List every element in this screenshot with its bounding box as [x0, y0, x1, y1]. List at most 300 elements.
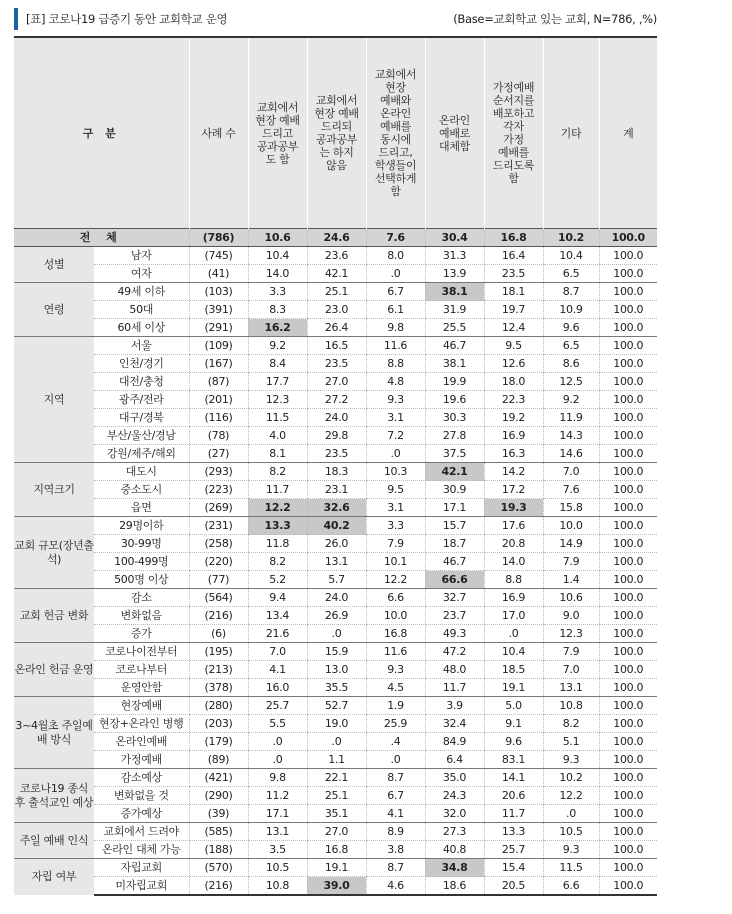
cell-value: 11.7 [425, 679, 484, 697]
cell-value: 12.3 [248, 391, 307, 409]
cell-value: 52.7 [307, 697, 366, 715]
cell-value: 30.3 [425, 409, 484, 427]
header-text-line: 선택하게 [374, 172, 417, 185]
cell-value: 3.1 [366, 499, 425, 517]
row-n: (116) [189, 409, 248, 427]
cell-value: 16.4 [484, 247, 543, 265]
header-text-line: 교회에서 [374, 68, 417, 81]
cell-value: 100.0 [599, 247, 657, 265]
cell-value: 7.9 [366, 535, 425, 553]
table-row [14, 517, 657, 535]
row-label: 여자 [94, 265, 189, 283]
cell-value: 14.0 [248, 265, 307, 283]
highlighted-value: 19.3 [484, 499, 543, 517]
cell-value: 35.5 [307, 679, 366, 697]
header-text-line: 교회에서 [256, 100, 299, 114]
cell-value: 23.7 [425, 607, 484, 625]
row-label: 감소 [94, 589, 189, 607]
cell-value: 27.0 [307, 373, 366, 391]
cell-value: 9.8 [366, 319, 425, 337]
cell-value: 7.2 [366, 427, 425, 445]
highlighted-value: 34.8 [425, 859, 484, 877]
cell-value: 100.0 [599, 373, 657, 391]
table-row [14, 589, 657, 607]
cell-value: 32.7 [425, 589, 484, 607]
row-label: 온라인 대체 가능 [94, 841, 189, 859]
row-n: (293) [189, 463, 248, 481]
cell-value: 25.9 [366, 715, 425, 733]
total-value: 16.8 [484, 229, 543, 247]
cell-value: 14.0 [484, 553, 543, 571]
base-note: (Base=교회학교 있는 교회, N=786, ,%) [453, 12, 657, 26]
cell-value: 3.1 [366, 409, 425, 427]
cell-value: 10.0 [543, 517, 599, 535]
row-label: 중소도시 [94, 481, 189, 499]
data-table [14, 38, 657, 896]
row-n: (203) [189, 715, 248, 733]
table-row [14, 571, 657, 589]
highlighted-value: 40.2 [307, 517, 366, 535]
row-label: 100-499명 [94, 553, 189, 571]
cell-value: 100.0 [599, 463, 657, 481]
table-row [14, 643, 657, 661]
cell-value: 18.5 [484, 661, 543, 679]
cell-value: 8.2 [248, 553, 307, 571]
cell-value: 14.6 [543, 445, 599, 463]
cell-value: 8.3 [248, 301, 307, 319]
cell-value: 24.0 [307, 409, 366, 427]
cell-value: 4.1 [366, 805, 425, 823]
row-label: 60세 이상 [94, 319, 189, 337]
row-n: (269) [189, 499, 248, 517]
cell-value: 31.9 [425, 301, 484, 319]
group-label: 지역크기 [14, 463, 94, 517]
cell-value: .0 [307, 733, 366, 751]
cell-value: 9.6 [543, 319, 599, 337]
table-row [14, 391, 657, 409]
group-label: 지역 [14, 337, 94, 463]
cell-value: 8.2 [248, 463, 307, 481]
cell-value: 17.1 [248, 805, 307, 823]
header-text-line: 예배를 [380, 120, 411, 133]
cell-value: 5.1 [543, 733, 599, 751]
cell-value: 16.8 [307, 841, 366, 859]
header-n: 사례 수 [189, 38, 248, 229]
cell-value: 13.1 [307, 553, 366, 571]
table-row [14, 877, 657, 896]
cell-value: 100.0 [599, 391, 657, 409]
cell-value: 10.6 [543, 589, 599, 607]
header-text-line: 공과공부 [315, 133, 358, 146]
cell-value: 31.3 [425, 247, 484, 265]
cell-value: 13.9 [425, 265, 484, 283]
cell-value: 8.8 [484, 571, 543, 589]
cell-value: 25.7 [248, 697, 307, 715]
cell-value: 100.0 [599, 625, 657, 643]
cell-value: 15.4 [484, 859, 543, 877]
row-label: 광주/전라 [94, 391, 189, 409]
cell-value: 6.7 [366, 283, 425, 301]
row-n: (41) [189, 265, 248, 283]
cell-value: 12.5 [543, 373, 599, 391]
header-text-line: 현장 예배 [255, 113, 300, 127]
cell-value: 19.1 [484, 679, 543, 697]
header-text-line: 온라인 [380, 107, 411, 120]
header-text-line: 현장 [385, 81, 406, 94]
cell-value: 6.6 [543, 877, 599, 896]
cell-value: 38.1 [425, 355, 484, 373]
cell-value: 26.4 [307, 319, 366, 337]
cell-value: 100.0 [599, 679, 657, 697]
cell-value: 9.4 [248, 589, 307, 607]
cell-value: 21.6 [248, 625, 307, 643]
cell-value: 40.8 [425, 841, 484, 859]
header-text-line: 예배와 [380, 94, 411, 107]
cell-value: 7.6 [543, 481, 599, 499]
cell-value: 23.5 [484, 265, 543, 283]
cell-value: 8.7 [366, 859, 425, 877]
header-text-line: 드리고 [262, 126, 293, 140]
cell-value: 16.9 [484, 589, 543, 607]
cell-value: 19.7 [484, 301, 543, 319]
table-row [14, 661, 657, 679]
cell-value: 30.9 [425, 481, 484, 499]
cell-value: 100.0 [599, 733, 657, 751]
row-label: 현장예배 [94, 697, 189, 715]
cell-value: 26.0 [307, 535, 366, 553]
row-n: (280) [189, 697, 248, 715]
table-row [14, 409, 657, 427]
cell-value: 25.7 [484, 841, 543, 859]
cell-value: 12.3 [543, 625, 599, 643]
header-text-line: 드리도록 [492, 159, 535, 172]
cell-value: 10.2 [543, 769, 599, 787]
cell-value: 16.3 [484, 445, 543, 463]
header-text-line: 온라인 [439, 113, 470, 127]
row-label: 49세 이하 [94, 283, 189, 301]
cell-value: 4.5 [366, 679, 425, 697]
header-text-line: 예배로 [439, 126, 470, 140]
highlighted-value: 12.2 [248, 499, 307, 517]
cell-value: 37.5 [425, 445, 484, 463]
table-row [14, 823, 657, 841]
row-label: 감소예상 [94, 769, 189, 787]
cell-value: 8.4 [248, 355, 307, 373]
table-row [14, 373, 657, 391]
header-text-line: 않음 [326, 159, 347, 172]
total-value: 24.6 [307, 229, 366, 247]
cell-value: 26.9 [307, 607, 366, 625]
cell-value: 19.1 [307, 859, 366, 877]
cell-value: 5.7 [307, 571, 366, 589]
cell-value: 35.0 [425, 769, 484, 787]
highlighted-value: 42.1 [425, 463, 484, 481]
cell-value: 11.7 [484, 805, 543, 823]
cell-value: 19.9 [425, 373, 484, 391]
header-text-line: 교회에서 [315, 94, 358, 107]
cell-value: 3.8 [366, 841, 425, 859]
cell-value: 9.2 [543, 391, 599, 409]
row-n: (103) [189, 283, 248, 301]
table-row [14, 481, 657, 499]
header-text-line: 가정 [503, 133, 524, 146]
cell-value: 13.3 [484, 823, 543, 841]
row-n: (188) [189, 841, 248, 859]
row-label: 남자 [94, 247, 189, 265]
cell-value: 48.0 [425, 661, 484, 679]
cell-value: 100.0 [599, 319, 657, 337]
header-text-line: 학생들이 [374, 159, 417, 172]
row-n: (220) [189, 553, 248, 571]
row-n: (231) [189, 517, 248, 535]
cell-value: 100.0 [599, 517, 657, 535]
group-label: 코로나19 종식 후 출석교인 예상 [14, 769, 94, 823]
cell-value: .0 [366, 751, 425, 769]
cell-value: 100.0 [599, 661, 657, 679]
cell-value: 12.2 [543, 787, 599, 805]
header-text-line: 함 [508, 172, 519, 185]
header-col3 [366, 38, 425, 229]
table-row [14, 463, 657, 481]
header-text-line: 현장 예배 [314, 107, 359, 120]
group-label: 온라인 헌금 운영 [14, 643, 94, 697]
cell-value: 16.5 [307, 337, 366, 355]
cell-value: 100.0 [599, 355, 657, 373]
cell-value: 19.6 [425, 391, 484, 409]
cell-value: 100.0 [599, 697, 657, 715]
cell-value: .0 [543, 805, 599, 823]
cell-value: 24.0 [307, 589, 366, 607]
cell-value: 100.0 [599, 805, 657, 823]
cell-value: 17.0 [484, 607, 543, 625]
header-text-line: 각자 [503, 120, 524, 133]
cell-value: 18.0 [484, 373, 543, 391]
row-n: (109) [189, 337, 248, 355]
row-label: 증가 [94, 625, 189, 643]
cell-value: 10.8 [248, 877, 307, 896]
table-row [14, 337, 657, 355]
cell-value: 11.6 [366, 643, 425, 661]
header-text-line: 배포하고 [492, 107, 535, 120]
cell-value: 100.0 [599, 337, 657, 355]
row-n: (570) [189, 859, 248, 877]
header-text-line: 순서지를 [492, 94, 535, 107]
cell-value: 9.8 [248, 769, 307, 787]
cell-value: 4.1 [248, 661, 307, 679]
group-label: 연령 [14, 283, 94, 337]
header-col4 [425, 38, 484, 229]
total-n: (786) [189, 229, 248, 247]
cell-value: 16.8 [366, 625, 425, 643]
group-label: 주일 예배 인식 [14, 823, 94, 859]
table-row [14, 751, 657, 769]
cell-value: 5.0 [484, 697, 543, 715]
cell-value: 4.8 [366, 373, 425, 391]
group-label: 3~4월초 주일예배 방식 [14, 697, 94, 769]
cell-value: 8.7 [543, 283, 599, 301]
row-n: (745) [189, 247, 248, 265]
cell-value: 20.6 [484, 787, 543, 805]
cell-value: 100.0 [599, 283, 657, 301]
table-row [14, 697, 657, 715]
cell-value: 8.0 [366, 247, 425, 265]
header-text-line: 대체함 [439, 139, 470, 153]
cell-value: 11.2 [248, 787, 307, 805]
table-row [14, 769, 657, 787]
cell-value: 100.0 [599, 553, 657, 571]
cell-value: 42.1 [307, 265, 366, 283]
cell-value: 10.4 [543, 247, 599, 265]
cell-value: 23.6 [307, 247, 366, 265]
cell-value: .0 [307, 625, 366, 643]
cell-value: 11.5 [248, 409, 307, 427]
total-value: 7.6 [366, 229, 425, 247]
row-n: (378) [189, 679, 248, 697]
cell-value: 100.0 [599, 301, 657, 319]
highlighted-value: 39.0 [307, 877, 366, 896]
cell-value: 9.5 [484, 337, 543, 355]
total-row [14, 229, 657, 247]
cell-value: 100.0 [599, 715, 657, 733]
cell-value: 100.0 [599, 859, 657, 877]
cell-value: 9.3 [366, 661, 425, 679]
cell-value: 9.3 [543, 841, 599, 859]
cell-value: 27.8 [425, 427, 484, 445]
cell-value: 11.6 [366, 337, 425, 355]
cell-value: 13.1 [248, 823, 307, 841]
cell-value: 3.5 [248, 841, 307, 859]
cell-value: 23.0 [307, 301, 366, 319]
cell-value: 9.6 [484, 733, 543, 751]
cell-value: 100.0 [599, 571, 657, 589]
row-n: (167) [189, 355, 248, 373]
row-label: 30-99명 [94, 535, 189, 553]
row-label: 현장+온라인 병행 [94, 715, 189, 733]
row-label: 대도시 [94, 463, 189, 481]
row-n: (258) [189, 535, 248, 553]
table-title: [표] 코로나19 급증기 동안 교회학교 운영 [26, 12, 228, 26]
cell-value: 27.3 [425, 823, 484, 841]
cell-value: 100.0 [599, 841, 657, 859]
cell-value: 10.1 [366, 553, 425, 571]
header-col1 [248, 38, 307, 229]
row-n: (223) [189, 481, 248, 499]
group-label: 자립 여부 [14, 859, 94, 896]
cell-value: 100.0 [599, 787, 657, 805]
table-row [14, 319, 657, 337]
row-label: 부산/울산/경남 [94, 427, 189, 445]
cell-value: 17.2 [484, 481, 543, 499]
cell-value: 12.4 [484, 319, 543, 337]
row-label: 인천/경기 [94, 355, 189, 373]
cell-value: 83.1 [484, 751, 543, 769]
row-label: 교회에서 드려야 [94, 823, 189, 841]
cell-value: 100.0 [599, 751, 657, 769]
cell-value: 17.7 [248, 373, 307, 391]
header-category: 구 분 [14, 38, 189, 229]
table-row [14, 607, 657, 625]
cell-value: 16.0 [248, 679, 307, 697]
total-value: 10.2 [543, 229, 599, 247]
header-col6: 기타 [543, 38, 599, 229]
row-label: 50대 [94, 301, 189, 319]
cell-value: 14.9 [543, 535, 599, 553]
row-label: 29명이하 [94, 517, 189, 535]
header-text-line: 는 하지 [319, 146, 354, 159]
total-value: 10.6 [248, 229, 307, 247]
cell-value: 10.4 [484, 643, 543, 661]
cell-value: 47.2 [425, 643, 484, 661]
row-label: 자립교회 [94, 859, 189, 877]
row-n: (585) [189, 823, 248, 841]
cell-value: 17.1 [425, 499, 484, 517]
cell-value: 6.5 [543, 337, 599, 355]
cell-value: 27.2 [307, 391, 366, 409]
row-label: 코로나부터 [94, 661, 189, 679]
table-row [14, 283, 657, 301]
table-body [14, 229, 657, 896]
cell-value: 8.2 [543, 715, 599, 733]
cell-value: 9.1 [484, 715, 543, 733]
cell-value: 100.0 [599, 499, 657, 517]
cell-value: 14.3 [543, 427, 599, 445]
header-text-line: 공과공부 [256, 139, 299, 153]
cell-value: 11.5 [543, 859, 599, 877]
total-value: 30.4 [425, 229, 484, 247]
cell-value: 100.0 [599, 445, 657, 463]
cell-value: 25.1 [307, 787, 366, 805]
header-col5 [484, 38, 543, 229]
row-n: (78) [189, 427, 248, 445]
row-n: (290) [189, 787, 248, 805]
cell-value: 8.1 [248, 445, 307, 463]
cell-value: 5.5 [248, 715, 307, 733]
cell-value: 22.3 [484, 391, 543, 409]
cell-value: 10.5 [248, 859, 307, 877]
row-label: 증가예상 [94, 805, 189, 823]
row-n: (6) [189, 625, 248, 643]
highlighted-value: 66.6 [425, 571, 484, 589]
cell-value: 10.4 [248, 247, 307, 265]
row-label: 서울 [94, 337, 189, 355]
cell-value: 1.4 [543, 571, 599, 589]
cell-value: 11.8 [248, 535, 307, 553]
table-row [14, 625, 657, 643]
cell-value: .0 [366, 265, 425, 283]
row-n: (216) [189, 877, 248, 896]
cell-value: 10.5 [543, 823, 599, 841]
header-text-line: 예배를 [498, 146, 529, 159]
table-row [14, 805, 657, 823]
title-bar [14, 6, 657, 34]
cell-value: 17.6 [484, 517, 543, 535]
header-text-line: 드리되 [321, 120, 352, 133]
row-n: (216) [189, 607, 248, 625]
cell-value: 4.0 [248, 427, 307, 445]
table-row [14, 715, 657, 733]
cell-value: 49.3 [425, 625, 484, 643]
cell-value: 3.9 [425, 697, 484, 715]
cell-value: 100.0 [599, 607, 657, 625]
cell-value: .0 [248, 733, 307, 751]
cell-value: 1.1 [307, 751, 366, 769]
cell-value: 100.0 [599, 481, 657, 499]
cell-value: 18.3 [307, 463, 366, 481]
table-row [14, 355, 657, 373]
row-label: 대구/경북 [94, 409, 189, 427]
row-label: 읍면 [94, 499, 189, 517]
cell-value: 100.0 [599, 409, 657, 427]
